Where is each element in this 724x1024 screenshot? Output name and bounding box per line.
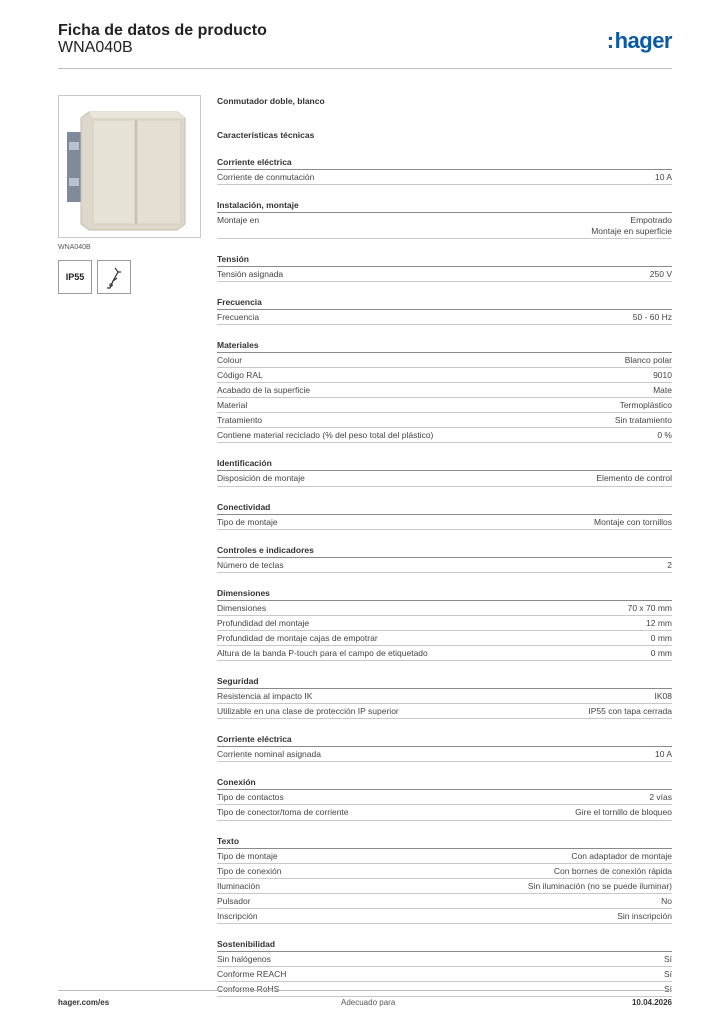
spec-row: [217, 413, 672, 428]
logo-dots-icon: :: [606, 28, 614, 53]
spec-row: [217, 747, 672, 762]
spec-value-line: 2: [667, 559, 672, 570]
spec-label: Frecuencia: [217, 311, 260, 322]
spec-value-line: Montaje con tornillos: [594, 516, 672, 527]
spec-value: [591, 215, 672, 236]
spec-row: [217, 383, 672, 398]
spec-value-line: Sin inscripción: [617, 910, 672, 921]
spec-value: [653, 385, 672, 396]
header-divider: [58, 68, 672, 69]
spec-value-line: 10 A: [654, 749, 672, 760]
spec-row: [217, 170, 672, 185]
spec-value-line: Sí: [663, 954, 672, 965]
section-title: Conectividad: [217, 501, 672, 515]
spec-row: [217, 864, 672, 879]
spec-label: Corriente de conmutación: [217, 172, 315, 182]
spec-label: Resistencia al impacto IK: [217, 691, 313, 702]
spec-value-line: Con adaptador de montaje: [571, 850, 672, 861]
spec-section: [217, 544, 672, 573]
spec-value-line: Empotrado: [630, 215, 672, 226]
spec-row: [217, 689, 672, 704]
spec-row: [217, 428, 672, 443]
spec-row: [217, 790, 672, 805]
hager-logo: [607, 28, 672, 54]
spec-label: Colour: [217, 354, 243, 365]
section-title: Dimensiones: [217, 587, 672, 601]
spec-label: Tensión asignada: [217, 268, 284, 279]
spec-section: [217, 675, 672, 719]
spec-label: Sin halógenos: [217, 954, 271, 965]
spec-label: Código RAL: [217, 369, 263, 380]
spec-value-line: Sin iluminación (no se puede iluminar): [527, 880, 672, 891]
spec-value: [575, 807, 672, 818]
section-title: Materiales: [217, 339, 672, 353]
spec-row: [217, 704, 672, 719]
badges: [58, 260, 131, 294]
spec-label: Contiene material reciclado (% del peso total del plástico): [217, 430, 434, 441]
spec-value: [628, 603, 672, 614]
spec-value: [646, 618, 672, 629]
spec-value: [633, 312, 672, 323]
spec-row: [217, 558, 672, 573]
tech-title: Características técnicas: [217, 130, 315, 140]
spec-value: [664, 954, 672, 965]
spec-label: Iluminación: [217, 880, 260, 891]
spec-value-line: Gire el tornillo de bloqueo: [575, 807, 672, 818]
spec-row: [217, 310, 672, 325]
spec-value-line: 50 - 60 Hz: [632, 311, 672, 322]
spec-label: Tratamiento: [217, 415, 263, 426]
footer-middle: Adecuado para: [341, 998, 396, 1007]
section-title: Identificación: [217, 457, 672, 471]
section-title: Sostenibilidad: [217, 938, 672, 952]
section-title: Controles e indicadores: [217, 544, 672, 558]
spec-label: Tipo de conexión: [217, 865, 282, 876]
spec-value-line: Montaje en superficie: [591, 225, 672, 236]
switch-symbol-icon: [97, 260, 131, 294]
section-title: Seguridad: [217, 675, 672, 689]
spec-section: [217, 296, 672, 325]
spec-value-line: Sin tratamiento: [614, 415, 672, 426]
logo-text: hager: [614, 28, 672, 53]
spec-value-line: Elemento de control: [596, 473, 672, 484]
spec-section: [217, 156, 672, 185]
spec-value: [661, 896, 672, 907]
section-title: Texto: [217, 835, 672, 849]
footer-date: 10.04.2026: [631, 998, 672, 1007]
spec-row: [217, 805, 672, 820]
footer-divider: [58, 990, 672, 991]
spec-value: [655, 172, 672, 183]
spec-section: [217, 501, 672, 530]
image-caption: WNA040B: [58, 244, 91, 251]
spec-value-line: 10 A: [654, 172, 672, 182]
product-name: Conmutador doble, blanco: [217, 96, 325, 106]
spec-value: [571, 851, 672, 862]
spec-content: [217, 96, 672, 997]
spec-value: [625, 355, 672, 366]
spec-label: Tipo de montaje: [217, 516, 278, 527]
spec-value: [615, 415, 672, 426]
spec-value: [554, 866, 672, 877]
spec-value: [620, 400, 672, 411]
spec-label: Montaje en: [217, 215, 260, 226]
spec-row: [217, 894, 672, 909]
spec-value-line: 70 x 70 mm: [627, 602, 672, 613]
spec-label: Pulsador: [217, 895, 251, 906]
spec-value: [664, 969, 672, 980]
spec-value: [667, 560, 672, 571]
spec-row: [217, 631, 672, 646]
spec-label: Conforme REACH: [217, 969, 287, 980]
spec-section: [217, 776, 672, 820]
spec-section: [217, 199, 672, 239]
spec-value-line: Termoplástico: [619, 400, 672, 411]
spec-label: Número de teclas: [217, 559, 284, 570]
section-title: Corriente eléctrica: [217, 156, 672, 170]
product-code: WNA040B: [58, 39, 133, 56]
spec-section: [217, 835, 672, 924]
spec-section: [217, 938, 672, 997]
spec-row: [217, 601, 672, 616]
spec-row: [217, 967, 672, 982]
spec-row: [217, 398, 672, 413]
page-title: Ficha de datos de producto: [58, 22, 267, 39]
spec-value: [657, 430, 672, 441]
spec-value-line: 0 mm: [650, 648, 672, 658]
spec-value: [649, 792, 672, 803]
spec-value-line: Con bornes de conexión rápida: [553, 865, 672, 876]
spec-value-line: Sí: [663, 969, 672, 980]
spec-label: Disposición de montaje: [217, 473, 305, 484]
spec-value: [588, 706, 672, 717]
spec-row: [217, 616, 672, 631]
spec-value-line: 12 mm: [646, 617, 672, 628]
section-title: Corriente eléctrica: [217, 733, 672, 747]
spec-row: [217, 879, 672, 894]
spec-row: [217, 515, 672, 530]
spec-value: [594, 517, 672, 528]
spec-section: [217, 253, 672, 282]
spec-label: Altura de la banda P-touch para el campo de etiquetado: [217, 648, 428, 658]
spec-value-line: IK08: [654, 691, 672, 702]
spec-row: [217, 267, 672, 282]
spec-row: [217, 368, 672, 383]
spec-row: [217, 952, 672, 967]
spec-value: [655, 691, 673, 702]
spec-value: [650, 269, 672, 280]
spec-section: [217, 457, 672, 486]
spec-value-line: 0 mm: [650, 632, 672, 643]
section-title: Frecuencia: [217, 296, 672, 310]
spec-label: Acabado de la superficie: [217, 385, 311, 396]
footer-website[interactable]: hager.com/es: [58, 998, 110, 1007]
spec-label: Dimensiones: [217, 602, 267, 613]
spec-label: Profundidad de montaje cajas de empotrar: [217, 632, 378, 643]
double-switch-illustration: [59, 96, 201, 238]
spec-value-line: 0 %: [657, 430, 672, 441]
spec-section: [217, 733, 672, 762]
spec-value-line: No: [661, 895, 672, 906]
spec-value: [651, 633, 672, 644]
spec-label: Tipo de montaje: [217, 850, 278, 861]
spec-row: [217, 213, 672, 239]
spec-value: [528, 881, 672, 892]
spec-label: Tipo de conector/toma de corriente: [217, 807, 349, 818]
spec-section: [217, 587, 672, 661]
section-title: Tensión: [217, 253, 672, 267]
spec-value: [653, 370, 672, 381]
spec-label: Utilizable en una clase de protección IP superior: [217, 706, 399, 717]
section-title: Instalación, montaje: [217, 199, 672, 213]
spec-sections: [217, 156, 672, 997]
spec-value: [596, 473, 672, 484]
spec-label: Material: [217, 400, 248, 411]
spec-label: Tipo de contactos: [217, 792, 284, 803]
spec-row: [217, 849, 672, 864]
spec-row: [217, 471, 672, 486]
spec-value-line: Mate: [653, 385, 672, 396]
spec-value-line: 2 vías: [649, 792, 672, 803]
spec-value: [651, 648, 672, 659]
spec-value-line: 250 V: [649, 268, 672, 279]
spec-label: Corriente nominal asignada: [217, 749, 321, 760]
spec-value: [617, 911, 672, 922]
ip-rating-badge: IP55: [58, 260, 92, 294]
product-image: [58, 95, 201, 238]
spec-row: [217, 353, 672, 368]
spec-value: [655, 749, 672, 760]
spec-section: [217, 339, 672, 444]
spec-row: [217, 646, 672, 661]
spec-label: Inscripción: [217, 910, 258, 921]
spec-label: Profundidad del montaje: [217, 617, 310, 628]
spec-value-line: Blanco polar: [624, 354, 672, 365]
section-title: Conexión: [217, 776, 672, 790]
spec-value-line: IP55 con tapa cerrada: [588, 706, 672, 717]
spec-row: [217, 909, 672, 924]
spec-value-line: 9010: [653, 369, 672, 380]
